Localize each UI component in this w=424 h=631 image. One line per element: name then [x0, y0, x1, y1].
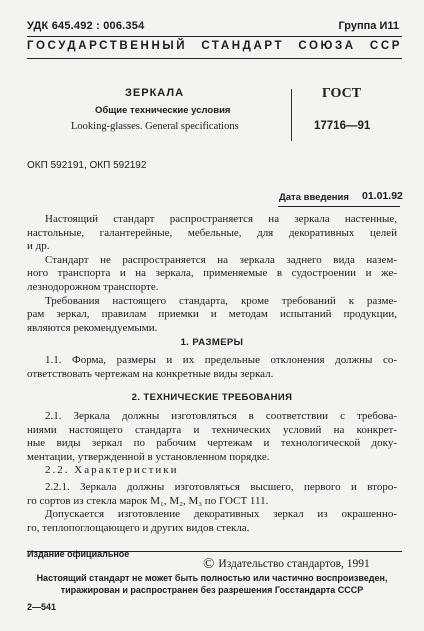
- text-line: ментации, утвержденной в установленном порядке.: [27, 450, 270, 463]
- text-line: и др.: [27, 240, 50, 253]
- text-line: Допускается изготовление декоративных зеркал из окрашенно-: [45, 508, 397, 521]
- text-line: 2.2.1. Зеркала должны изготовляться высшего, первого и второ-: [45, 481, 397, 493]
- official-edition-label: Издание официальное: [27, 549, 130, 559]
- intro-date-value: 01.01.92: [362, 190, 403, 202]
- reproduction-notice-line-1: Настоящий стандарт не может быть полностью или частично воспроизведен,: [36, 573, 388, 583]
- copyright-text: Издательство стандартов, 1991: [218, 558, 370, 570]
- text-line: Требования настоящего стандарта, кроме требований к разме-: [45, 294, 397, 307]
- section-2-2-heading: [27, 464, 397, 478]
- section-2-2-1-text: [27, 481, 397, 535]
- text-line: 2.1. Зеркала должны изготовляться в соответствии с требова-: [45, 410, 397, 422]
- gost-number: 17716—91: [314, 120, 371, 132]
- text-line: настольные, галантерейные, мебельные, для декоративных целей: [27, 226, 397, 239]
- header-rule-bottom: [27, 58, 402, 59]
- okp-codes: ОКП 592191, ОКП 592192: [27, 160, 147, 171]
- document-subtitle: Общие технические условия: [95, 105, 231, 116]
- group-code: Группа И11: [338, 20, 399, 32]
- reproduction-notice-line-2: тиражирован и распространен без разрешения Госстандарта СССР: [60, 585, 364, 595]
- header-rule-top: [27, 36, 402, 37]
- copyright-icon: ©: [203, 556, 215, 572]
- text-line: го, теплопоглощающего и других видов стекла.: [27, 521, 250, 534]
- subsection-heading: 2.2. Характеристики: [45, 464, 179, 476]
- section-heading: 1. РАЗМЕРЫ: [180, 337, 244, 348]
- text-line: ные виды зеркал по рабочим чертежам и технологической доку-: [27, 437, 397, 450]
- intro-date-label: Дата введения: [279, 192, 349, 203]
- text-line: ответствовать чертежам на конкретные виды зеркал.: [27, 367, 274, 380]
- text-line: Настоящий стандарт распространяется на зеркала настенные,: [45, 213, 397, 225]
- intro-date-rule: [278, 206, 400, 207]
- title-divider: [291, 89, 292, 141]
- section-1-text: [27, 354, 397, 381]
- footer-rule: [27, 551, 402, 552]
- gost-label: ГОСТ: [322, 86, 362, 101]
- page-code: 2—541: [27, 602, 57, 612]
- udk-code: УДК 645.492 : 006.354: [27, 20, 145, 32]
- text-line: го сортов из стекла марок М₁, М₂, М₃ по ГОСТ 111.: [27, 494, 269, 507]
- document-title-english: Looking-glasses. General specifications: [71, 121, 239, 132]
- text-line: являются рекомендуемыми.: [27, 321, 158, 334]
- intro-text: [27, 213, 397, 335]
- text-line: лезнодорожном транспорте.: [27, 280, 159, 293]
- section-2-1-text: [27, 410, 397, 464]
- document-title: ЗЕРКАЛА: [125, 87, 185, 99]
- section-heading: 2. ТЕХНИЧЕСКИЕ ТРЕБОВАНИЯ: [131, 392, 293, 403]
- copyright: [203, 556, 370, 573]
- text-line: рам зеркал, правилам приемки и методам испытаний продукции,: [27, 308, 397, 321]
- text-line: 1.1. Форма, размеры и их предельные отклонения должны со-: [45, 354, 397, 366]
- text-line: ного транспорта и на зеркала, применяемые в судостроении и же-: [27, 267, 397, 280]
- text-line: ниями настоящего стандарта и технических условий на конкрет-: [27, 423, 397, 436]
- text-line: Стандарт не распространяется на зеркала заднего вида назем-: [45, 253, 397, 266]
- standard-authority: ГОСУДАРСТВЕННЫЙ СТАНДАРТ СОЮЗА ССР: [27, 40, 402, 52]
